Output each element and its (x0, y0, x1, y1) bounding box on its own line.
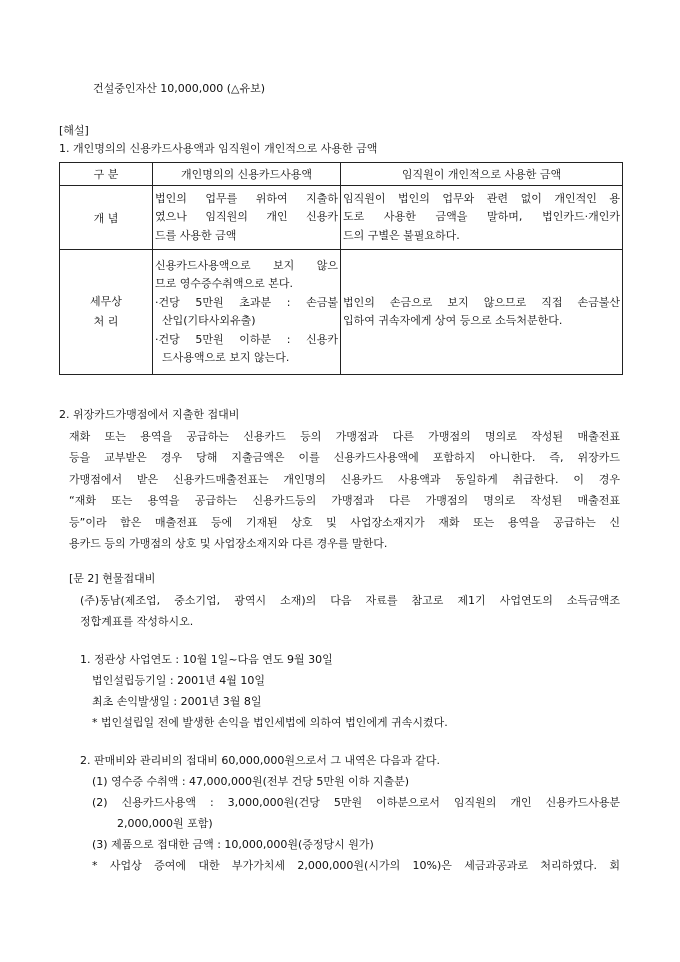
treatment-personal-card (153, 250, 341, 375)
cell-line: 였으나 임직원의 개인 신용카 (155, 210, 338, 224)
cell-line: 므로 영수증수취액으로 본다. (155, 277, 294, 290)
paragraph-line: 가맹점에서 받은 신용카드매출전표는 개인명의 신용카드 사용액과 동일하게 취급한다. 이 경우 (69, 473, 620, 486)
row-label-concept: 개 념 (60, 186, 153, 250)
cell-line: 임직원이 법인의 업무와 관련 없이 개인적인 용 (343, 191, 620, 205)
item2-sub2-line1: (2) 신용카드사용액 : 3,000,000원(건당 5만원 이하분으로서 임직원의 개인 신용카드사용분 (92, 796, 620, 809)
concept-personal-card (153, 186, 341, 250)
cell-line: 드의 구별은 불필요하다. (343, 228, 460, 242)
top-line: 건설중인자산 10,000,000 (△유보) (93, 82, 266, 95)
paragraph-line: “재화 또는 용역을 공급하는 신용카드등의 가맹점과 다른 가맹점의 명의로 작성된 매출전표 (69, 494, 620, 507)
problem-intro-line: (주)동남(제조업, 중소기업, 광역시 소재)의 다음 자료를 참고로 제1기 사업연도의 소득금액조 (80, 594, 620, 607)
paragraph-line: 용카드 등의 가맹점의 상호 및 사업장소재지와 다른 경우를 말한다. (69, 537, 388, 550)
section2-title: 2. 위장카드가맹점에서 지출한 접대비 (59, 408, 240, 421)
item2-sub3: (3) 제품으로 접대한 금액 : 10,000,000원(증정당시 원가) (92, 838, 374, 851)
item1-line: 최초 손익발생일 : 2001년 3월 8일 (92, 695, 262, 708)
paragraph-line: 등을 교부받은 경우 당해 지출금액은 이를 신용카드사용액에 포함하지 아니한다. 즉, 위장카드 (69, 451, 620, 464)
treatment-private-use (341, 250, 623, 375)
cell-line: 드를 사용한 금액 (155, 228, 237, 242)
comparison-table (59, 162, 623, 375)
table-row-concept (60, 186, 623, 250)
item2-sub1: (1) 영수증 수취액 : 47,000,000원(전부 건당 5만원 이하 지출분) (92, 775, 410, 788)
item1-line: * 법인설립일 전에 발생한 손익을 법인세법에 의하여 법인에게 귀속시켰다. (92, 716, 448, 729)
cell-line: ·건당 5만원 이하분 : 신용카 (155, 332, 338, 346)
row-label-tax-treatment (60, 250, 153, 375)
item1-line: 법인설립등기일 : 2001년 4월 10일 (92, 674, 265, 687)
table-header-row (60, 163, 623, 186)
cell-line: 입하여 귀속자에게 상여 등으로 소득처분한다. (343, 314, 563, 327)
table-row-tax-treatment (60, 250, 623, 375)
paragraph-line: 재화 또는 용역을 공급하는 신용카드 등의 가맹점과 다른 가맹점의 명의로 작성된 매출전표 (69, 430, 620, 443)
problem-title: [문 2] 현물접대비 (69, 572, 156, 585)
item1-title: 1. 정관상 사업연도 : 10월 1일~다음 연도 9월 30일 (80, 653, 333, 666)
cell-line: 도로 사용한 금액을 말하며, 법인카드·개인카 (343, 210, 620, 224)
section1-title: 1. 개인명의의 신용카드사용액과 임직원이 개인적으로 사용한 금액 (59, 142, 378, 155)
concept-private-use (341, 186, 623, 250)
table-header-cell: 임직원이 개인적으로 사용한 금액 (341, 163, 623, 186)
item2-note: * 사업상 증여에 대한 부가가치세 2,000,000원(시가의 10%)은 세금과공과로 처리하였다. 회 (92, 859, 620, 872)
cell-line: 산입(기타사외유출) (155, 314, 256, 327)
table-header-cell: 개인명의의 신용카드사용액 (153, 163, 341, 186)
row-label-line: 세무상 (90, 295, 122, 308)
cell-line: ·건당 5만원 초과분 : 손금불 (155, 295, 338, 309)
item2-title: 2. 판매비와 관리비의 접대비 60,000,000원으로서 그 내역은 다음과 같다. (80, 754, 440, 767)
cell-line: 신용카드사용액으로 보지 않으 (155, 258, 338, 272)
table-header-cell: 구 분 (60, 163, 153, 186)
cell-line: 법인의 업무를 위하여 지출하 (155, 191, 338, 205)
problem-intro-line: 정합계표를 작성하시오. (80, 615, 194, 628)
paragraph-line: 등”이라 함은 매출전표 등에 기재된 상호 및 사업장소재지가 재화 또는 용역을 공급하는 신 (69, 516, 620, 529)
commentary-label: [해설] (59, 124, 89, 137)
cell-line: 드사용액으로 보지 않는다. (155, 351, 290, 364)
row-label-line: 처 리 (93, 315, 119, 328)
cell-line: 법인의 손금으로 보지 않으므로 직접 손금불산 (343, 295, 620, 309)
item2-sub2-line2: 2,000,000원 포함) (117, 817, 213, 830)
